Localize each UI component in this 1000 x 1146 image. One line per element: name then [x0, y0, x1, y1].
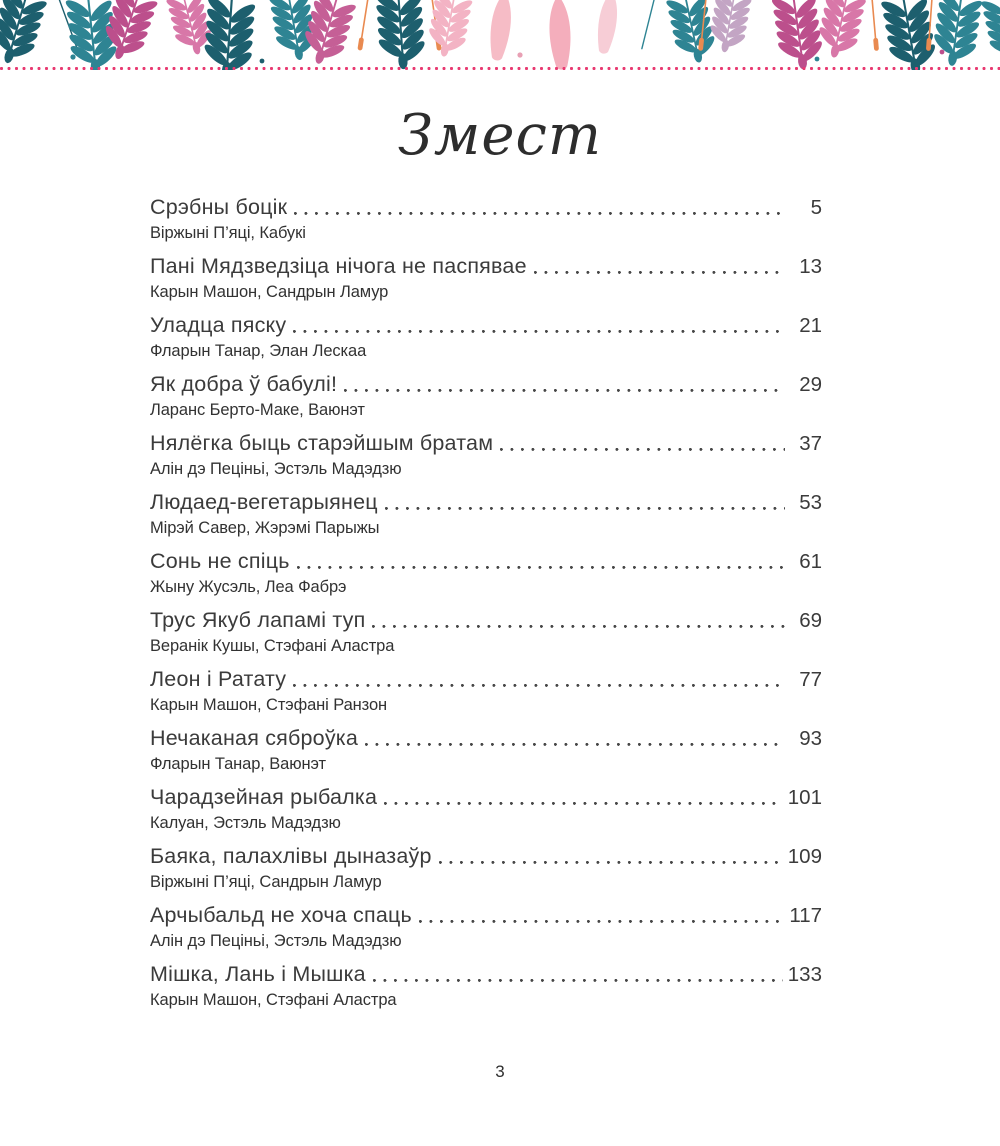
- table-of-contents: [150, 194, 822, 1011]
- entry-page-number: 61: [799, 550, 822, 573]
- entry-authors: Мірэй Савер, Жэрэмі Парыжы: [150, 519, 380, 537]
- entry-authors: Жыну Жусэль, Леа Фабрэ: [150, 578, 347, 596]
- entry-authors: Віржыні П’яці, Кабукі: [150, 224, 306, 242]
- entry-authors: Веранік Кушы, Стэфані Аластра: [150, 637, 395, 655]
- entry-page-number: 101: [787, 786, 822, 809]
- entry-authors: Фларын Танар, Элан Лескаа: [150, 342, 367, 360]
- toc-entry: [150, 666, 822, 716]
- entry-page-number: 53: [799, 491, 822, 514]
- entry-title: Як добра ў бабулі!: [150, 372, 338, 396]
- dot-leader: [365, 743, 785, 746]
- entry-title: Нялёгка быць старэйшым братам: [150, 431, 494, 455]
- entry-title: Срэбны боцік: [150, 195, 288, 219]
- entry-title: Чарадзейная рыбалка: [150, 785, 378, 809]
- entry-page-number: 133: [787, 963, 822, 986]
- entry-page-number: 93: [799, 727, 822, 750]
- entry-title: Арчыбальд не хоча спаць: [150, 903, 412, 927]
- toc-entry: [150, 489, 822, 539]
- dot-leader: [385, 507, 785, 510]
- toc-entry: [150, 253, 822, 303]
- entry-authors: Карын Машон, Стэфані Ранзон: [150, 696, 388, 714]
- entry-authors: Ларанс Берто-Маке, Ваюнэт: [150, 401, 365, 419]
- entry-authors: Фларын Танар, Ваюнэт: [150, 755, 326, 773]
- entry-title: Леон і Ратату: [150, 667, 287, 691]
- entry-title: Уладца пяску: [150, 313, 287, 337]
- dot-leader: [534, 271, 785, 274]
- dot-leader: [373, 979, 783, 982]
- dot-leader: [372, 625, 785, 628]
- toc-entry: [150, 725, 822, 775]
- floral-header-illustration: [0, 0, 1000, 70]
- dot-leader: [344, 389, 785, 392]
- entry-authors: Алін дэ Пеціньі, Эстэль Мадэдзю: [150, 932, 402, 950]
- entry-page-number: 21: [799, 314, 822, 337]
- entry-page-number: 117: [789, 904, 822, 927]
- entry-title: Баяка, палахлівы дыназаўр: [150, 844, 432, 868]
- dot-leader: [384, 802, 783, 805]
- dot-leader: [439, 861, 783, 864]
- dot-leader: [419, 920, 784, 923]
- toc-entry: [150, 312, 822, 362]
- toc-entry: [150, 902, 822, 952]
- dot-leader: [297, 566, 785, 569]
- entry-page-number: 13: [799, 255, 822, 278]
- entry-page-number: 5: [810, 196, 822, 219]
- entry-title: Сонь не спіць: [150, 549, 290, 573]
- dot-leader: [293, 330, 785, 333]
- toc-entry: [150, 607, 822, 657]
- toc-entry: [150, 843, 822, 893]
- entry-authors: Віржыні П’яці, Сандрын Ламур: [150, 873, 382, 891]
- entry-title: Нечаканая сяброўка: [150, 726, 359, 750]
- dot-leader: [294, 212, 785, 215]
- entry-authors: Карын Машон, Стэфані Аластра: [150, 991, 397, 1009]
- dot-leader: [293, 684, 785, 687]
- entry-title: Мішка, Лань і Мышка: [150, 962, 366, 986]
- entry-title: Трус Якуб лапамі туп: [150, 608, 366, 632]
- page-title: Змест: [398, 103, 602, 168]
- entry-title: Людаед-вегетарыянец: [150, 490, 378, 514]
- entry-page-number: 109: [787, 845, 822, 868]
- entry-title: Пані Мядзведзіца нічога не паспявае: [150, 254, 527, 278]
- entry-authors: Алін дэ Пеціньі, Эстэль Мадэдзю: [150, 460, 402, 478]
- toc-entry: [150, 430, 822, 480]
- toc-entry: [150, 548, 822, 598]
- toc-entry: [150, 194, 822, 244]
- dotted-divider: [0, 67, 1000, 70]
- entry-page-number: 77: [799, 668, 822, 691]
- entry-authors: Карын Машон, Сандрын Ламур: [150, 283, 389, 301]
- footer-page-number: 3: [495, 1062, 505, 1081]
- entry-page-number: 29: [799, 373, 822, 396]
- entry-page-number: 69: [799, 609, 822, 632]
- dot-leader: [500, 448, 785, 451]
- floral-leaves-art: [0, 0, 1000, 70]
- toc-entry: [150, 961, 822, 1011]
- entry-authors: Калуан, Эстэль Мадэдзю: [150, 814, 341, 832]
- toc-entry: [150, 784, 822, 834]
- entry-page-number: 37: [799, 432, 822, 455]
- toc-entry: [150, 371, 822, 421]
